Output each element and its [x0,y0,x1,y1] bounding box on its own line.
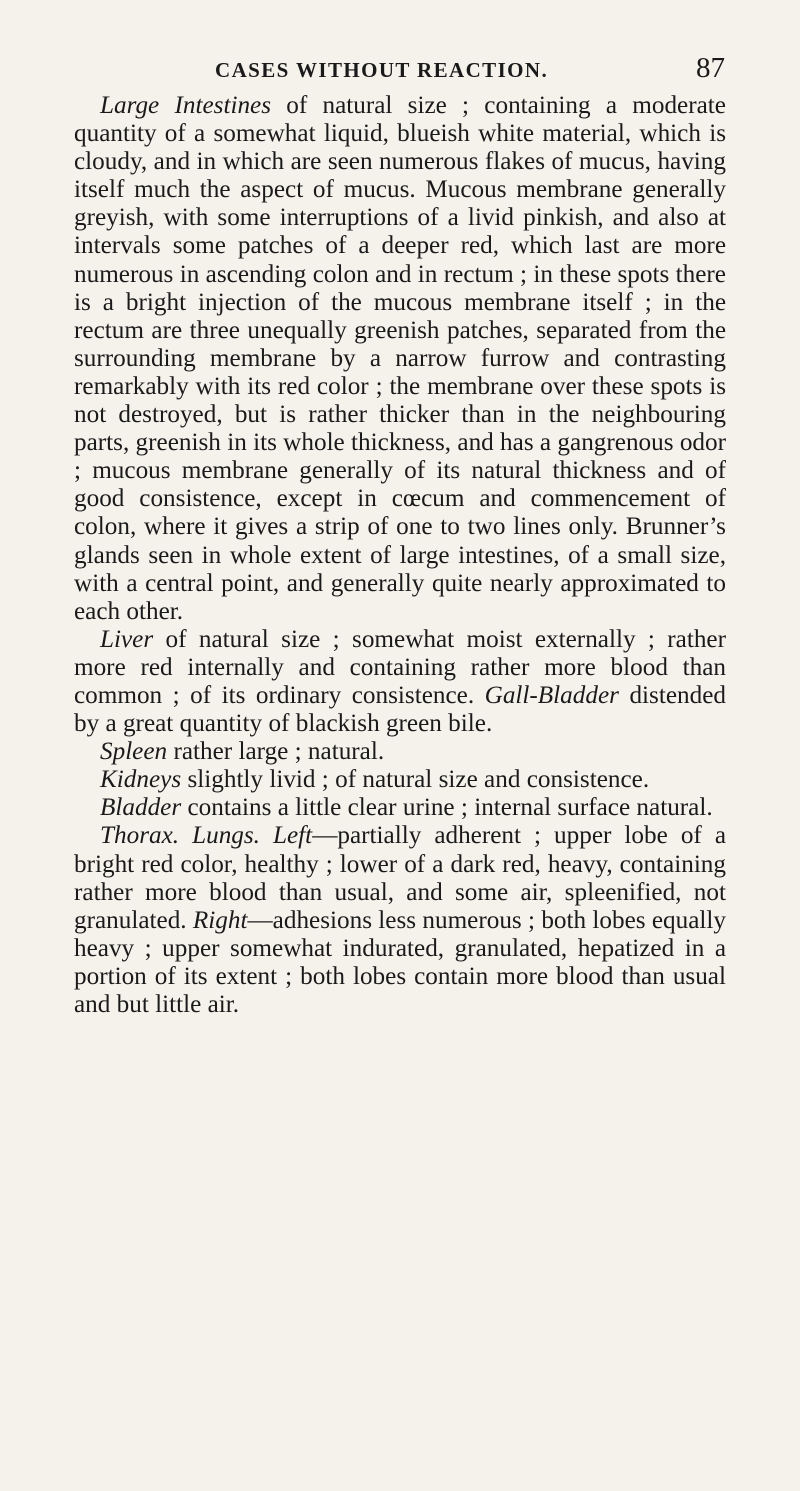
term-gall-bladder: Gall-Bladder [484,681,619,709]
page-header [215,52,725,85]
text-spleen: rather large ; natural. [167,738,385,766]
text-liver: of natural size ; somewhat moist externally ; rather more red internally and containing rather more blood than common ; of its ordinary consistence. [74,625,726,709]
text-gall-bladder: distended by a great quantity of blackish green bile. [74,681,726,738]
paragraph-spleen [74,738,726,766]
text-bladder: contains a little clear urine ; internal surface natural. [181,794,713,822]
paragraph-thorax [74,822,726,1019]
term-thorax-lungs-left: Thorax. Lungs. Left [100,822,313,850]
term-right: Right [192,906,248,934]
term-kidneys: Kidneys [100,766,182,794]
text-large-intestines: of natural size ; containing a moderate quantity of a somewhat liquid, blueish white material, which is cloudy, and in which are seen numerous flakes of mucus, having itself much the aspect of mucus. Mucous membrane generally greyish, with some interruptions of a livid pinkish, and also at intervals some patches of a deeper red, which last are more numerous in ascending colon and in rectum ; in these spots there is a bright injection of the mucous membrane itself ; in the rectum are three unequally greenish patches, separated from the surrounding membrane by a narrow furrow and contrasting remarkably with its red color ; the membrane over these spots is not destroyed, but is rather thicker than in the neighbouring parts, greenish in its whole thickness, and has a gangrenous odor ; mucous membrane generally of its natural thickness and of good consistence, except in cœcum and commencement of colon, where it gives a strip of one to two lines only. Brunner’s glands seen in whole extent of large intestines, of a small size, with a central point, and generally quite nearly approximated to each other. [74,92,726,625]
body-text [74,92,726,1019]
text-right-lung: —adhesions less numerous ; both lobes equally heavy ; upper somewhat indurated, granulated, hepatized in a portion of its extent ; both lobes contain more blood than usual and but little air. [74,906,726,1018]
term-liver: Liver [100,625,154,653]
term-bladder: Bladder [100,794,182,822]
running-head: CASES WITHOUT REACTION. [215,58,549,82]
text-kidneys: slightly livid ; of natural size and consistence. [181,766,650,794]
paragraph-kidneys [74,766,726,794]
paragraph-liver [74,626,726,738]
paragraph-bladder [74,794,726,822]
term-spleen: Spleen [100,738,168,766]
page-number: 87 [696,52,725,84]
text-left-lung: —partially adherent ; upper lobe of a bright red color, healthy ; lower of a dark red, heavy, containing rather more blood than usual, and some air, spleenified, not granulated. [74,822,726,934]
paragraph-large-intestines [74,92,726,626]
term-large-intestines: Large Intestines [100,92,272,119]
